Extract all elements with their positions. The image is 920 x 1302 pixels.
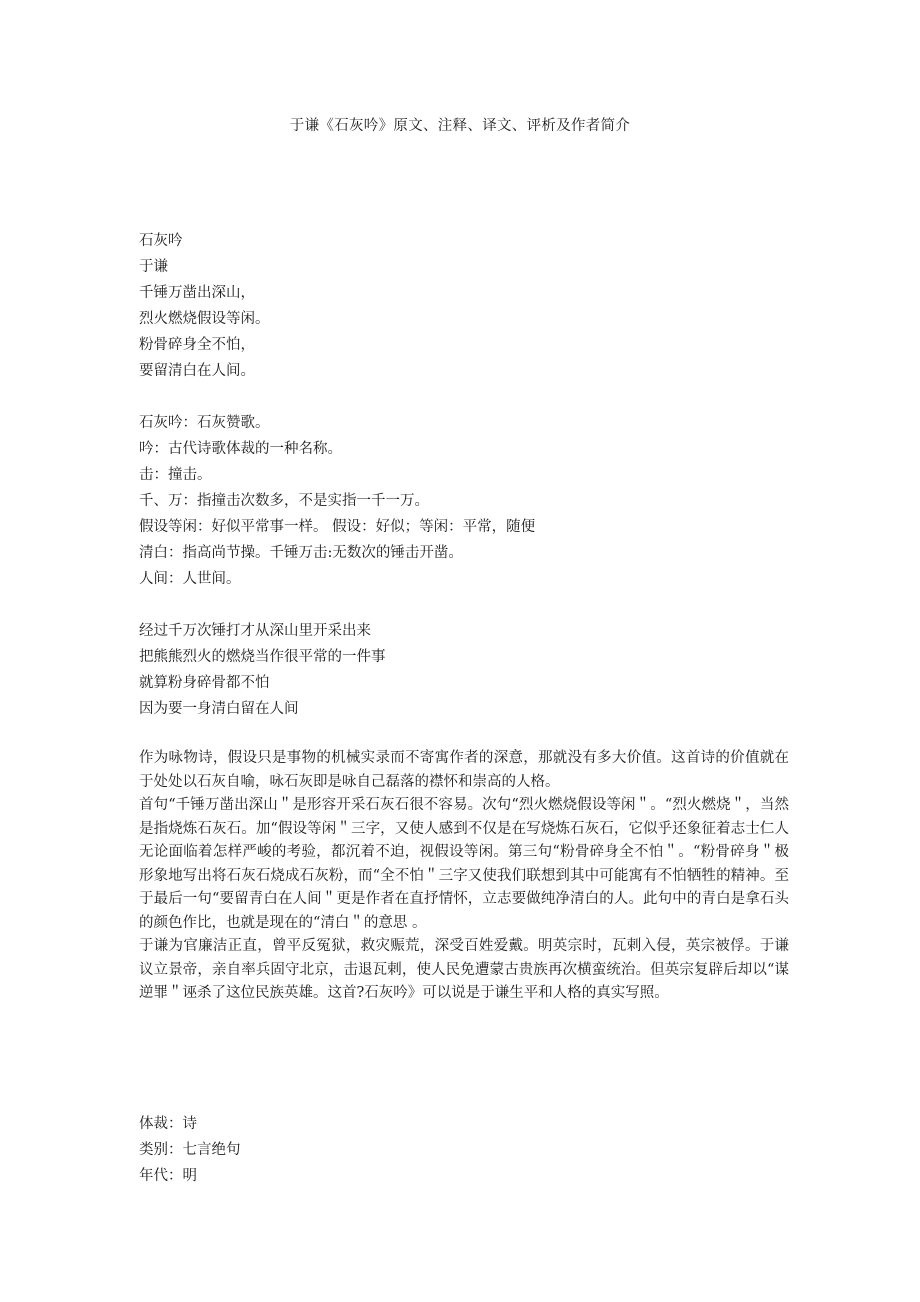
translation-block (139, 618, 789, 722)
translation-line: 把熊熊烈火的燃烧当作很平常的一件事 (139, 649, 386, 665)
note-line: 假设等闲：好似平常事一样。 假设：好似；等闲：平常，随便 (139, 519, 536, 535)
poem-line: 粉骨碎身全不怕， (139, 337, 255, 353)
poem-line: 千锤万凿出深山， (139, 285, 255, 301)
note-line: 击：撞击。 (139, 467, 212, 483)
poem-author: 于谦 (139, 259, 168, 275)
analysis-paragraph: 首句“千锤万凿出深山＂是形容开采石灰石很不容易。次句“烈火燃烧假设等闲＂。“烈火燃烧＂，当然是指烧炼石灰石。加“假设等闲＂三字，又使人感到不仅是在写烧炼石灰石，它似乎还象征着志士仁人无论面临着怎样严峻的考验，都沉着不迫，视假设等闲。第三句“粉骨碎身全不怕＂。“粉骨碎身＂极形象地写出将石灰石烧成石灰粉，而“全不怕＂三字又使我们联想到其中可能寓有不怕牺牲的精神。至于最后一句“要留青白在人间＂更是作者在直抒情怀，立志要做纯净清白的人。此句中的青白是拿石头的颜色作比，也就是现在的“清白＂的意思 。 (139, 797, 789, 931)
poem-line: 烈火燃烧假设等闲。 (139, 311, 270, 327)
note-line: 人间：人世间。 (139, 571, 241, 587)
translation-line: 因为要一身清白留在人间 (139, 701, 299, 717)
analysis-paragraph: 作为咏物诗，假设只是事物的机械实录而不寄寓作者的深意，那就没有多大价值。这首诗的价值就在于处处以石灰自喻，咏石灰即是咏自己磊落的襟怀和崇高的人格。 (139, 750, 789, 790)
note-line: 石灰吟：石灰赞歌。 (139, 415, 270, 431)
meta-block (139, 1111, 789, 1189)
translation-line: 经过千万次锤打才从深山里开采出来 (139, 623, 371, 639)
note-line: 吟：古代诗歌体裁的一种名称。 (139, 441, 342, 457)
analysis-block (139, 747, 789, 1006)
notes-block (139, 410, 789, 592)
poem-block (139, 228, 789, 384)
document-title: 于谦《石灰吟》原文、注释、译文、评析及作者简介 (289, 118, 631, 134)
meta-era: 年代：明 (139, 1168, 197, 1184)
poem-name: 石灰吟 (139, 233, 183, 249)
translation-line: 就算粉身碎骨都不怕 (139, 675, 270, 691)
note-line: 千、万：指撞击次数多，不是实指一千一万。 (139, 493, 429, 509)
analysis-paragraph: 于谦为官廉洁正直，曾平反冤狱，救灾赈荒，深受百姓爱戴。明英宗时，瓦剌入侵，英宗被俘。于谦议立景帝，亲自率兵固守北京，击退瓦剌，使人民免遭蒙古贵族再次横蛮统治。但英宗复辟后却以“谋逆罪＂诬杀了这位民族英雄。这首?石灰吟》可以说是于谦生平和人格的真实写照。 (139, 938, 789, 1001)
meta-category: 类别：七言绝句 (139, 1142, 241, 1158)
meta-genre: 体裁：诗 (139, 1116, 197, 1132)
poem-line: 要留清白在人间。 (139, 363, 255, 379)
note-line: 清白：指高尚节操。千锤万击:无数次的锤击开凿。 (139, 545, 463, 561)
